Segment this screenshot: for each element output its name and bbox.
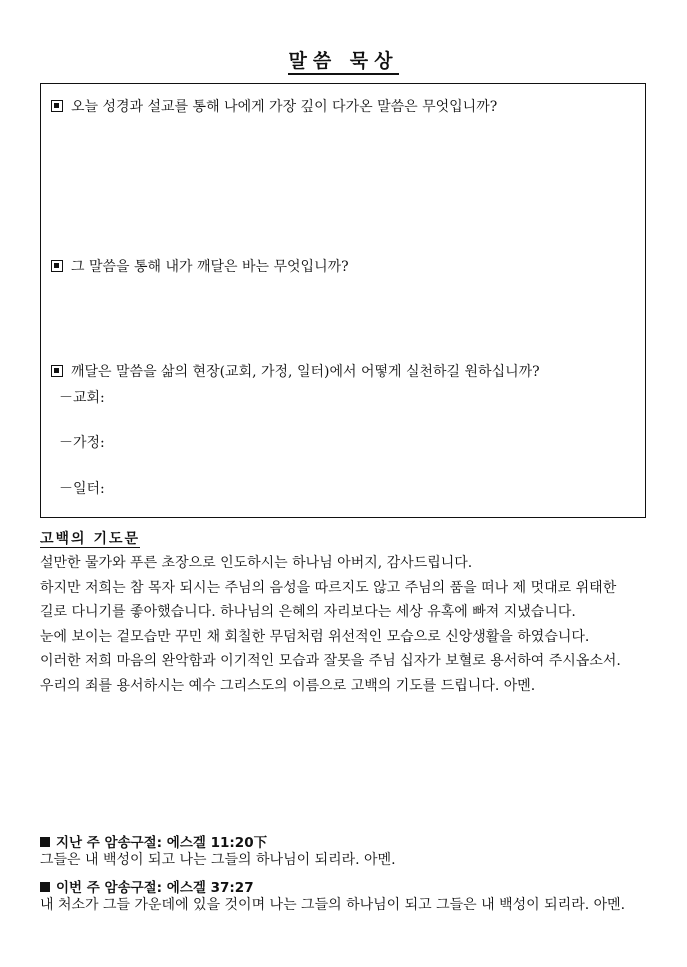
this-week-verse-text: 내 처소가 그들 가운데에 있을 것이며 나는 그들의 하나님이 되고 그들은 내 백성이 되리라. 아멘. bbox=[40, 897, 626, 913]
prayer-line: 우리의 죄를 용서하시는 예수 그리스도의 이름으로 고백의 기도를 드립니다. 아멘. bbox=[40, 677, 536, 694]
question-1 bbox=[51, 96, 497, 116]
last-week-verse-heading bbox=[40, 831, 267, 851]
black-square-icon bbox=[40, 837, 50, 847]
question-3-text: 깨달은 말씀을 삶의 현장(교회, 가정, 일터)에서 어떻게 실천하길 원하십니까? bbox=[71, 364, 540, 380]
prayer-line: 설만한 물가와 푸른 초장으로 인도하시는 하나님 아버지, 감사드립니다. bbox=[40, 555, 473, 571]
last-week-verse-text: 그들은 내 백성이 되고 나는 그들의 하나님이 되리라. 아멘. bbox=[40, 852, 396, 868]
field-work: －일터: bbox=[59, 481, 105, 497]
field-church: －교회: bbox=[59, 390, 105, 406]
question-1-text: 오늘 성경과 설교를 통해 나에게 가장 깊이 다가온 말씀은 무엇입니까? bbox=[71, 99, 498, 115]
last-week-reference: 에스겔 11:20下 bbox=[166, 835, 268, 851]
prayer-line: 이러한 저희 마음의 완악함과 이기적인 모습과 잘못을 주님 십자가 보혈로 용서하여 주시옵소서. bbox=[40, 653, 621, 669]
this-week-label: 이번 주 암송구절: bbox=[56, 880, 163, 896]
checkbox-square-icon bbox=[51, 365, 63, 377]
page-title-text: 말씀 묵상 bbox=[288, 50, 398, 75]
page-title bbox=[0, 46, 687, 73]
black-square-icon bbox=[40, 882, 50, 892]
this-week-verse-heading bbox=[40, 876, 254, 896]
confession-heading: 고백의 기도문 bbox=[40, 531, 141, 547]
question-2-text: 그 말씀을 통해 내가 깨달은 바는 무엇입니까? bbox=[71, 259, 349, 275]
prayer-line: 길로 다니기를 좋아했습니다. 하나님의 은혜의 자리보다는 세상 유혹에 빠져 지냈습니다. bbox=[40, 604, 576, 620]
question-2 bbox=[51, 256, 349, 276]
meditation-box bbox=[40, 83, 646, 518]
checkbox-square-icon bbox=[51, 260, 63, 272]
checkbox-square-icon bbox=[51, 100, 63, 112]
last-week-label: 지난 주 암송구절: bbox=[56, 835, 163, 851]
this-week-reference: 에스겔 37:27 bbox=[166, 880, 254, 896]
field-home: －가정: bbox=[59, 435, 105, 451]
prayer-line: 눈에 보이는 겉모습만 꾸민 채 회칠한 무덤처럼 위선적인 모습으로 신앙생활을 하였습니다. bbox=[40, 628, 590, 645]
confession-prayer bbox=[40, 551, 660, 698]
prayer-line: 하지만 저희는 참 목자 되시는 주님의 음성을 따르지도 않고 주님의 품을 떠나 제 멋대로 위태한 bbox=[40, 579, 617, 596]
question-3 bbox=[51, 361, 540, 381]
